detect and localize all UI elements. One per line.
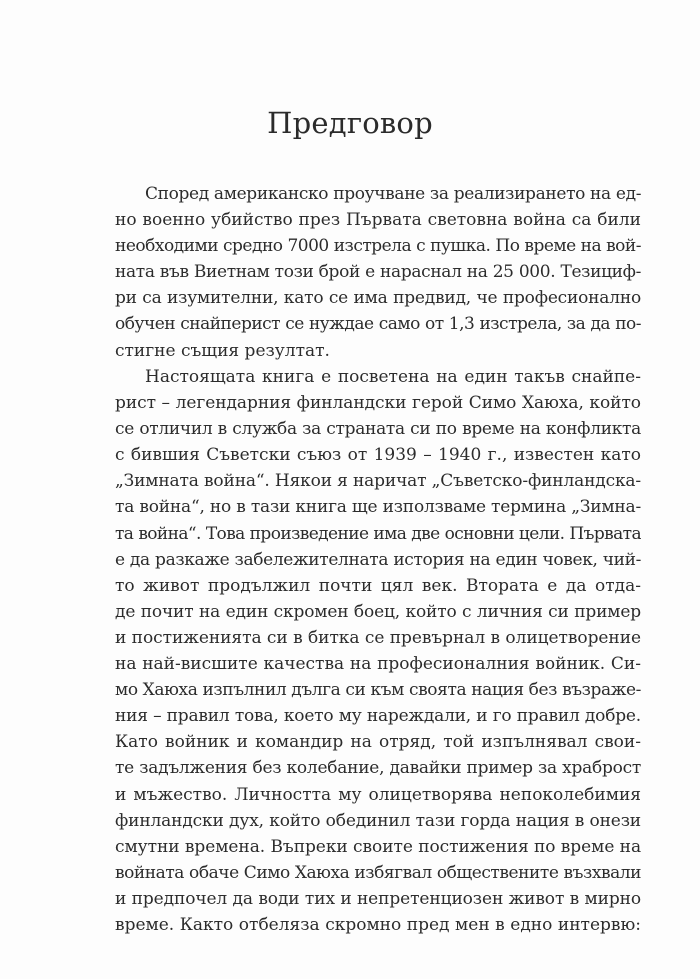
text-line: с бившия Съветски съюз от 1939 – 1940 г., известен като — [115, 445, 641, 466]
text-line: е да разкаже забележителната история на един човек, чий- — [115, 549, 641, 570]
paragraph-1 — [115, 181, 641, 364]
text-line: на най-висшите качества на професионалния войник. Си- — [115, 654, 641, 675]
text-line: мо Хаюха изпълнил дълга си към своята нация без възраже- — [115, 680, 641, 701]
text-line: ния – правил това, което му нареждали, и го правил добре. — [115, 706, 641, 727]
text-line: „Зимната война“. Някои я наричат „Съветско-финландска- — [115, 471, 641, 492]
text-line: де почит на един скромен боец, който с личния си пример — [115, 601, 641, 622]
text-line: та война“, но в тази книга ще използваме термина „Зимна- — [115, 497, 641, 518]
text-line: необходими средно 7000 изстрела с пушка. По време на вой- — [115, 236, 641, 257]
text-line: та война“. Това произведение има две основни цели. Първата — [115, 523, 641, 544]
text-line: Според американско проучване за реализирането на ед- — [145, 184, 641, 204]
text-line: и мъжество. Личността му олицетворява непоколебимия — [115, 784, 641, 805]
text-line: Като войник и командир на отряд, той изпълнявал свои- — [115, 732, 641, 753]
text-line: време. Както отбеляза скромно пред мен в едно интервю: — [115, 914, 641, 935]
chapter-title: Предговор — [267, 106, 433, 140]
text-line: обучен снайперист се нуждае само от 1,3 изстрела, за да по- — [115, 314, 641, 335]
text-line: финландски дух, който обединил тази горда нация в онези — [115, 810, 641, 831]
text-line: Настоящата книга е посветена на един такъв снайпе- — [145, 367, 641, 387]
text-line: то живот продължил почти цял век. Втората е да отда- — [115, 575, 641, 596]
text-line: стигне същия резултат. — [115, 340, 330, 361]
paragraph-2 — [115, 364, 641, 938]
text-line: но военно убийство през Първата световна война са били — [115, 210, 641, 231]
text-line: се отличил в служба за страната си по време на конфликта — [115, 419, 641, 440]
text-line: ри са изумителни, като се има предвид, че професионално — [115, 288, 641, 309]
text-line: войната обаче Симо Хаюха избягвал обществените възхвали — [115, 862, 641, 883]
text-line: смутни времена. Въпреки своите постижения по време на — [115, 836, 641, 857]
text-line: ната във Виетнам този брой е нараснал на 25 000. Тезициф- — [115, 262, 641, 283]
text-line: и постиженията си в битка се превърнал в олицетворение — [115, 627, 641, 648]
text-line: и предпочел да води тих и непретенциозен живот в мирно — [115, 888, 641, 909]
text-line: те задължения без колебание, давайки пример за храброст — [115, 758, 641, 779]
text-line: рист – легендарния финландски герой Симо Хаюха, който — [115, 393, 641, 414]
